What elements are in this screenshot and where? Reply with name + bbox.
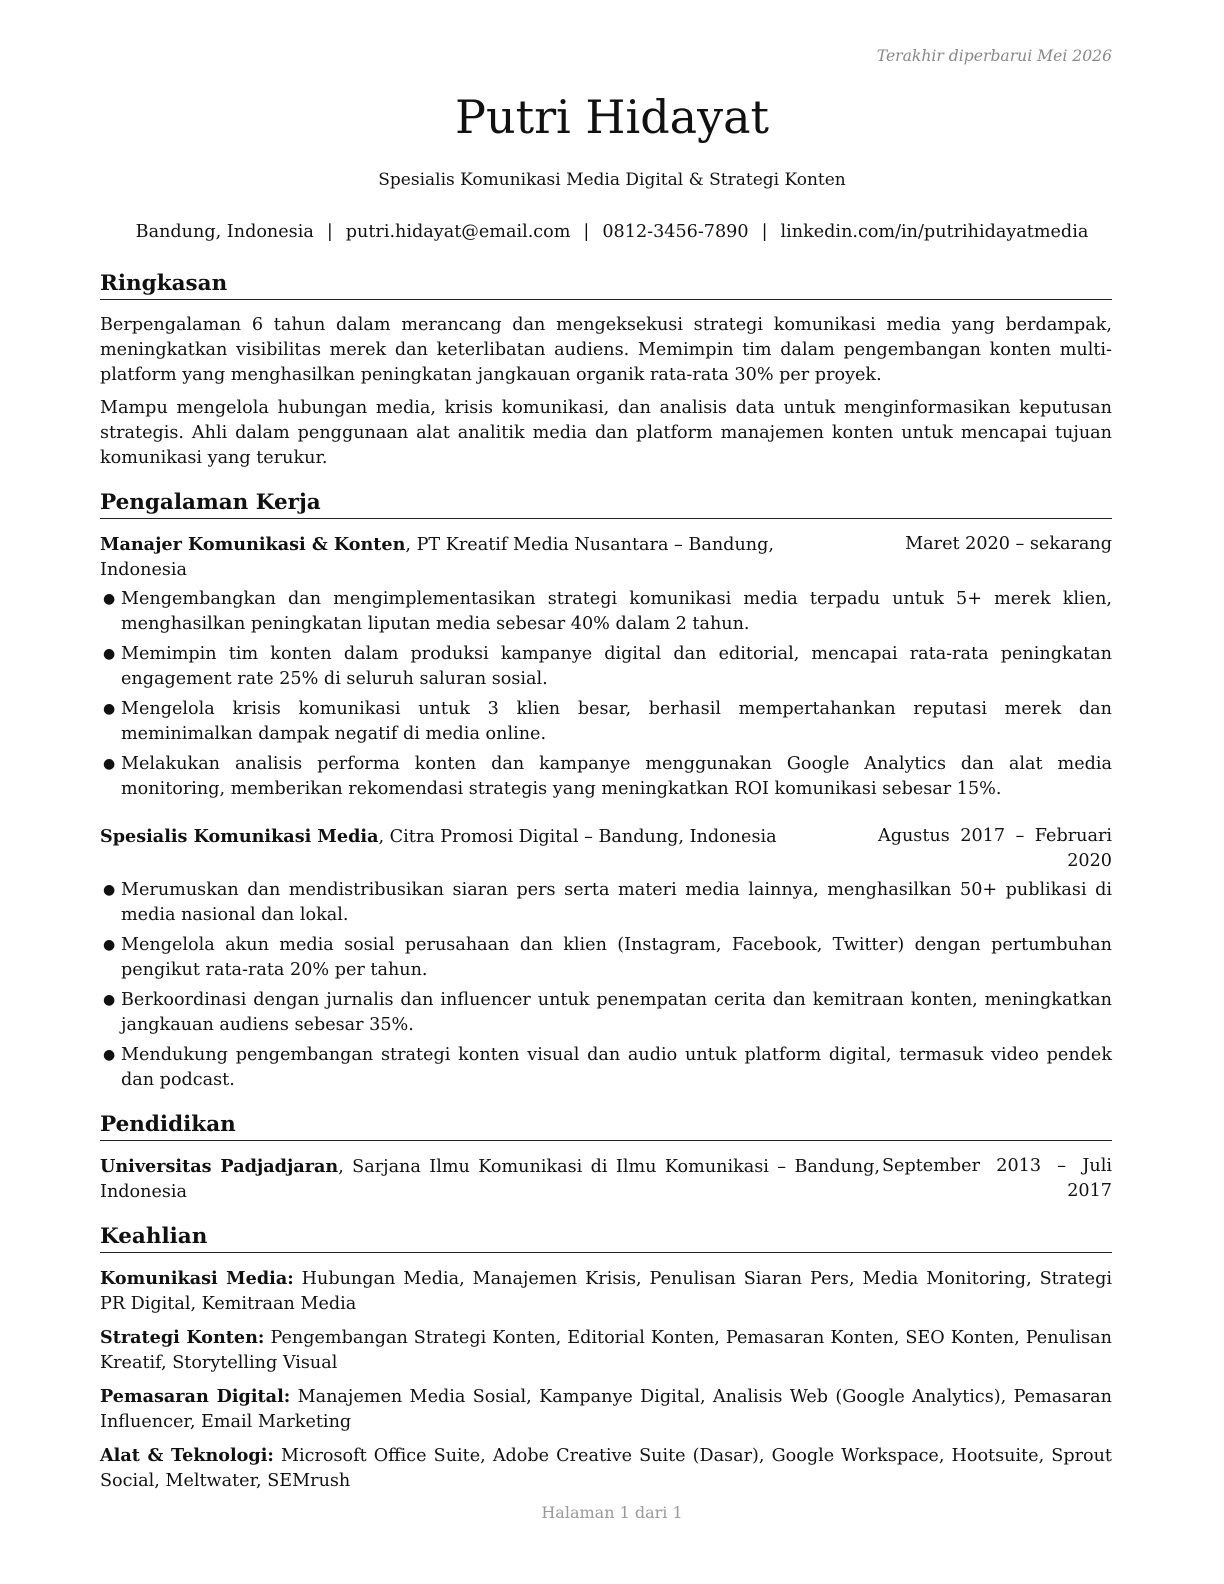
experience-section — [100, 489, 1112, 1093]
job-dates: Agustus 2017 – Februari 2020 — [878, 826, 1112, 871]
list-item — [100, 752, 1112, 802]
contact-linkedin[interactable]: linkedin.com/in/putrihidayatmedia — [780, 222, 1089, 242]
skill-items: Hubungan Media, Manajemen Krisis, Penulisan Siaran Pers, Media Monitoring, Strategi PR Digital, Kemitraan Media — [100, 1269, 1112, 1314]
skill-label: Alat & Teknologi: — [100, 1445, 274, 1466]
education-entry — [100, 1154, 1112, 1205]
bullet-text: Mengelola krisis komunikasi untuk 3 klien besar, berhasil mempertahankan reputasi merek dan meminimalkan dampak negatif di media online. — [121, 699, 1112, 744]
section-title-experience: Pengalaman Kerja — [100, 489, 1112, 519]
bullet-text: Memimpin tim konten dalam produksi kampanye digital dan editorial, mencapai rata-rata peningkatan engagement rate 25% di seluruh saluran sosial. — [121, 644, 1112, 689]
job-company: , PT Kreatif Media Nusantara – Bandung, Indonesia — [100, 535, 774, 580]
page-number: Halaman 1 dari 1 — [541, 1503, 683, 1522]
job-role: Manajer Komunikasi & Konten — [100, 534, 406, 555]
section-title-summary: Ringkasan — [100, 270, 1112, 300]
bullet-text: Berkoordinasi dengan jurnalis dan influencer untuk penempatan cerita dan kemitraan konten, meningkatkan jangkauan audiens sebesar 35%. — [121, 990, 1112, 1035]
summary-paragraph: Berpengalaman 6 tahun dalam merancang dan mengeksekusi strategi komunikasi media yang berdampak, meningkatkan visibilitas merek dan keterlibatan audiens. Memimpin tim dalam pengembangan konten multi-platform yang menghasilkan peningkatan jangkauan organik rata-rata 30% per proyek. — [100, 315, 1112, 385]
list-item — [100, 933, 1112, 983]
contact-location: Bandung, Indonesia — [135, 222, 314, 242]
contact-separator: | — [761, 222, 768, 242]
job-dates: Maret 2020 – sekarang — [905, 534, 1112, 554]
contact-phone: 0812-3456-7890 — [602, 222, 749, 242]
bullet-icon: ● — [103, 1047, 116, 1063]
contact-line — [0, 219, 1224, 245]
resume-body — [100, 270, 1112, 1512]
bullet-icon: ● — [103, 937, 116, 953]
job-title-line — [100, 532, 860, 583]
skill-label: Komunikasi Media: — [100, 1268, 294, 1289]
contact-separator: | — [583, 222, 590, 242]
list-item — [100, 1043, 1112, 1093]
bullet-text: Mengelola akun media sosial perusahaan dan klien (Instagram, Facebook, Twitter) dengan pertumbuhan pengikut rata-rata 20% per tahun. — [121, 935, 1112, 980]
job-role: Spesialis Komunikasi Media — [100, 826, 379, 847]
education-detail — [100, 1154, 880, 1205]
bullet-text: Merumuskan dan mendistribusikan siaran pers serta materi media lainnya, menghasilkan 50+ publikasi di media nasional dan lokal. — [121, 880, 1112, 925]
education-section — [100, 1111, 1112, 1205]
skill-group — [100, 1266, 1112, 1317]
contact-separator: | — [326, 222, 333, 242]
list-item — [100, 878, 1112, 928]
job-company: , Citra Promosi Digital – Bandung, Indonesia — [378, 827, 777, 847]
education-school: Universitas Padjadjaran — [100, 1156, 339, 1177]
summary-section — [100, 270, 1112, 471]
bullet-text: Melakukan analisis performa konten dan kampanye menggunakan Google Analytics dan alat media monitoring, memberikan rekomendasi strategis yang meningkatkan ROI komunikasi sebesar 15%. — [121, 754, 1112, 799]
job-entry — [100, 824, 1112, 1093]
job-bullet-list — [100, 878, 1112, 1093]
bullet-icon: ● — [103, 756, 116, 772]
skill-group — [100, 1325, 1112, 1376]
bullet-icon: ● — [103, 701, 116, 717]
list-item — [100, 988, 1112, 1038]
list-item — [100, 697, 1112, 747]
list-item — [100, 642, 1112, 692]
candidate-name: Putri Hidayat — [455, 90, 769, 144]
bullet-text: Mengembangkan dan mengimplementasikan strategi komunikasi media terpadu untuk 5+ merek klien, menghasilkan peningkatan liputan media sebesar 40% dalam 2 tahun. — [121, 589, 1112, 634]
bullet-icon: ● — [103, 992, 116, 1008]
bullet-icon: ● — [103, 591, 116, 607]
education-degree: , Sarjana Ilmu Komunikasi di Ilmu Komunikasi – Bandung, Indonesia — [100, 1157, 880, 1202]
job-title-line — [100, 824, 777, 874]
job-entry — [100, 532, 1112, 802]
skill-group — [100, 1384, 1112, 1435]
skill-items: Pengembangan Strategi Konten, Editorial Konten, Pemasaran Konten, SEO Konten, Penulisan Kreatif, Storytelling Visual — [100, 1328, 1112, 1373]
candidate-headline: Spesialis Komunikasi Media Digital & Strategi Konten — [378, 170, 846, 190]
section-title-education: Pendidikan — [100, 1111, 1112, 1141]
skill-group — [100, 1443, 1112, 1494]
skill-label: Pemasaran Digital: — [100, 1386, 291, 1407]
job-bullet-list — [100, 587, 1112, 802]
section-title-skills: Keahlian — [100, 1223, 1112, 1253]
bullet-icon: ● — [103, 882, 116, 898]
list-item — [100, 587, 1112, 637]
skill-label: Strategi Konten: — [100, 1327, 265, 1348]
job-header — [100, 824, 1112, 874]
bullet-icon: ● — [103, 646, 116, 662]
last-updated-note: Terakhir diperbarui Mei 2026 — [876, 47, 1112, 65]
bullet-text: Mendukung pengembangan strategi konten visual dan audio untuk platform digital, termasuk video pendek dan podcast. — [121, 1045, 1112, 1090]
skills-section — [100, 1223, 1112, 1494]
education-dates: September 2013 – Juli 2017 — [882, 1156, 1112, 1201]
skill-items: Microsoft Office Suite, Adobe Creative Suite (Dasar), Google Workspace, Hootsuite, Sprout Social, Meltwater, SEMrush — [100, 1446, 1112, 1491]
contact-email[interactable]: putri.hidayat@email.com — [345, 222, 571, 242]
job-header — [100, 532, 1112, 583]
summary-paragraph: Mampu mengelola hubungan media, krisis komunikasi, dan analisis data untuk menginformasikan keputusan strategis. Ahli dalam penggunaan alat analitik media dan platform manajemen konten untuk mencapai tujuan komunikasi yang terukur. — [100, 398, 1112, 468]
skill-items: Manajemen Media Sosial, Kampanye Digital, Analisis Web (Google Analytics), Pemasaran Influencer, Email Marketing — [100, 1387, 1112, 1432]
